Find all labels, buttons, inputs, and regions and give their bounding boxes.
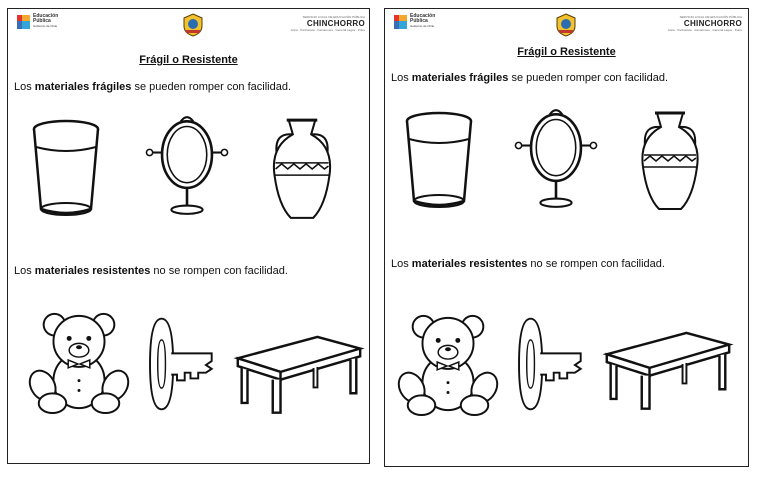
- page-title: Frágil o Resistente: [517, 46, 616, 58]
- page-header: [385, 9, 748, 43]
- fragile-term: materiales frágiles: [411, 72, 509, 84]
- table-icon: [230, 319, 366, 417]
- fragile-sentence: Los materiales frágiles se pueden romper con facilidad.: [391, 72, 669, 84]
- resistant-term: materiales resistentes: [411, 258, 528, 270]
- mirror-icon: [513, 106, 599, 210]
- fragile-term: materiales frágiles: [34, 81, 132, 93]
- resistant-sentence: Los materiales resistentes no se rompen con facilidad.: [14, 265, 288, 277]
- educacion-publica-logo: [394, 14, 435, 29]
- logo-line2: Pública: [410, 18, 428, 24]
- page-header: [8, 9, 369, 43]
- chinchorro-sub-text: Arica · Parinacota · Camarones · General Lagos · Putre: [290, 28, 365, 32]
- logo-line1: Educación: [33, 13, 59, 19]
- key-icon: [138, 311, 216, 417]
- key-icon: [507, 311, 585, 417]
- resistant-term: materiales resistentes: [34, 265, 151, 277]
- teddy-bear-icon: [393, 309, 503, 417]
- chinchorro-name: CHINCHORRO: [683, 19, 742, 28]
- mirror-icon: [144, 113, 230, 217]
- logo-line1: Educación: [410, 13, 436, 19]
- worksheet-page-1: [7, 8, 370, 464]
- chinchorro-name: CHINCHORRO: [306, 19, 365, 28]
- page-title: Frágil o Resistente: [139, 54, 238, 66]
- worksheet-page-2: [384, 8, 749, 467]
- glass-icon: [403, 109, 475, 209]
- logo-line3: Gobierno de Chile: [33, 24, 58, 28]
- educacion-publica-logo: [17, 14, 58, 29]
- logo-line2: Pública: [33, 18, 51, 24]
- chinchorro-top-text: SERVICIO LOCAL DE EDUCACIÓN PÚBLICA: [679, 15, 742, 19]
- table-icon: [599, 315, 735, 413]
- vase-icon: [635, 105, 705, 215]
- teddy-bear-icon: [24, 307, 134, 415]
- resistant-sentence: Los materiales resistentes no se rompen con facilidad.: [391, 258, 665, 270]
- educacion-publica-mark-icon: [394, 15, 407, 29]
- school-seal-icon: [182, 13, 204, 37]
- chinchorro-logo: [291, 15, 365, 32]
- fragile-sentence: Los materiales frágiles se pueden romper con facilidad.: [14, 81, 292, 93]
- educacion-publica-mark-icon: [17, 15, 30, 29]
- logo-line3: Gobierno de Chile: [410, 24, 435, 28]
- chinchorro-top-text: SERVICIO LOCAL DE EDUCACIÓN PÚBLICA: [302, 15, 365, 19]
- chinchorro-logo: [668, 15, 742, 32]
- chinchorro-sub-text: Arica · Parinacota · Camarones · General Lagos · Putre: [667, 28, 742, 32]
- vase-icon: [266, 112, 338, 224]
- school-seal-icon: [555, 13, 577, 37]
- glass-icon: [30, 117, 102, 217]
